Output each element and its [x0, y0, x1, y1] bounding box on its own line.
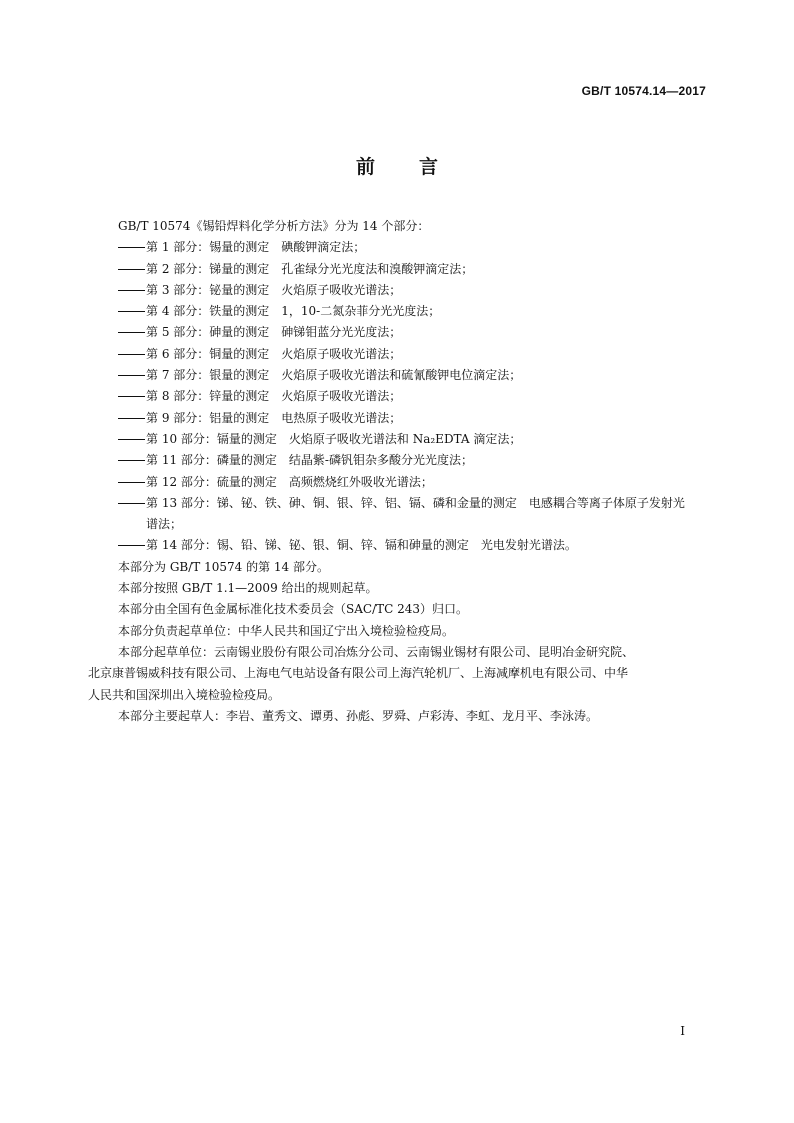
dash-mark [118, 344, 146, 365]
list-item [118, 386, 708, 407]
list-item [118, 280, 708, 301]
foreword-body [88, 216, 708, 727]
dash-mark [118, 493, 146, 514]
page-title [0, 152, 794, 179]
list-item [118, 472, 708, 493]
dash-mark [118, 429, 146, 450]
intro-text: GB/T 10574《锡铅焊料化学分析方法》分为 14 个部分： [118, 219, 430, 233]
list-item [118, 408, 708, 429]
list-item [118, 344, 708, 365]
list-item [118, 493, 708, 514]
standard-number: GB/T 10574.14—2017 [581, 84, 706, 98]
list-item-text: 第 5 部分：砷量的测定 砷锑钼蓝分光光度法； [146, 325, 402, 340]
page-number: I [680, 1024, 685, 1038]
list-item [118, 259, 708, 280]
dash-mark [118, 259, 146, 280]
paragraph: 本部分负责起草单位：中华人民共和国辽宁出入境检验检疫局。 [118, 623, 455, 638]
paragraph: 本部分主要起草人：李岩、董秀文、谭勇、孙彪、罗舜、卢彩涛、李虹、龙月平、李泳涛。 [118, 708, 599, 723]
dash-mark [118, 450, 146, 471]
paragraph: 本部分按照 GB/T 1.1—2009 给出的规则起草。 [118, 581, 378, 596]
paragraph-continuation: 北京康普锡威科技有限公司、上海电气电站设备有限公司上海汽轮机厂、上海减摩机电有限公司、中华 [88, 666, 629, 681]
list-item-text: 第 10 部分：镉量的测定 火焰原子吸收光谱法和 Na₂EDTA 滴定法； [146, 431, 522, 446]
list-item [118, 429, 708, 450]
list-item [118, 301, 708, 322]
paragraph-continuation: 人民共和国深圳出入境检验检疫局。 [88, 687, 281, 702]
list-item-text: 第 6 部分：铜量的测定 火焰原子吸收光谱法； [146, 346, 402, 361]
list-item-text: 第 1 部分：锡量的测定 碘酸钾滴定法； [146, 240, 366, 255]
list-item-text: 第 14 部分：锡、铅、锑、铋、银、铜、锌、镉和砷量的测定 光电发射光谱法。 [146, 538, 577, 553]
list-item [118, 322, 708, 343]
dash-mark [118, 386, 146, 407]
paragraph: 本部分由全国有色金属标准化技术委员会（SAC/TC 243）归口。 [118, 602, 469, 617]
list-item [118, 535, 708, 556]
dash-mark [118, 237, 146, 258]
dash-mark [118, 472, 146, 493]
list-item-text: 第 2 部分：锑量的测定 孔雀绿分光光度法和溴酸钾滴定法； [146, 261, 474, 276]
list-item-text: 第 12 部分：硫量的测定 高频燃烧红外吸收光谱法； [146, 474, 433, 489]
dash-mark [118, 408, 146, 429]
paragraph: 本部分起草单位：云南锡业股份有限公司冶炼分公司、云南锡业锡材有限公司、昆明冶金研究院、 [118, 644, 635, 659]
title-char-1: 前 [355, 156, 375, 178]
list-item-continuation: 谱法； [146, 517, 183, 532]
list-item-text: 第 11 部分：磷量的测定 结晶紫-磷钒钼杂多酸分光光度法； [146, 453, 473, 468]
paragraph: 本部分为 GB/T 10574 的第 14 部分。 [118, 559, 329, 574]
title-char-2: 言 [419, 156, 439, 178]
dash-mark [118, 301, 146, 322]
list-item-text: 第 9 部分：铝量的测定 电热原子吸收光谱法； [146, 410, 402, 425]
list-item-text: 第 13 部分：锑、铋、铁、砷、铜、银、锌、铝、镉、磷和金量的测定 电感耦合等离子体原子发射光 [146, 495, 685, 510]
list-item [118, 450, 708, 471]
list-item-text: 第 4 部分：铁量的测定 1，10-二氮杂菲分光光度法； [146, 304, 441, 319]
dash-mark [118, 280, 146, 301]
list-item [118, 365, 708, 386]
dash-mark [118, 535, 146, 556]
list-item-text: 第 8 部分：锌量的测定 火焰原子吸收光谱法； [146, 389, 402, 404]
dash-mark [118, 322, 146, 343]
list-item [118, 237, 708, 258]
list-item-text: 第 7 部分：银量的测定 火焰原子吸收光谱法和硫氰酸钾电位滴定法； [146, 368, 522, 383]
list-item-text: 第 3 部分：铋量的测定 火焰原子吸收光谱法； [146, 282, 402, 297]
dash-mark [118, 365, 146, 386]
